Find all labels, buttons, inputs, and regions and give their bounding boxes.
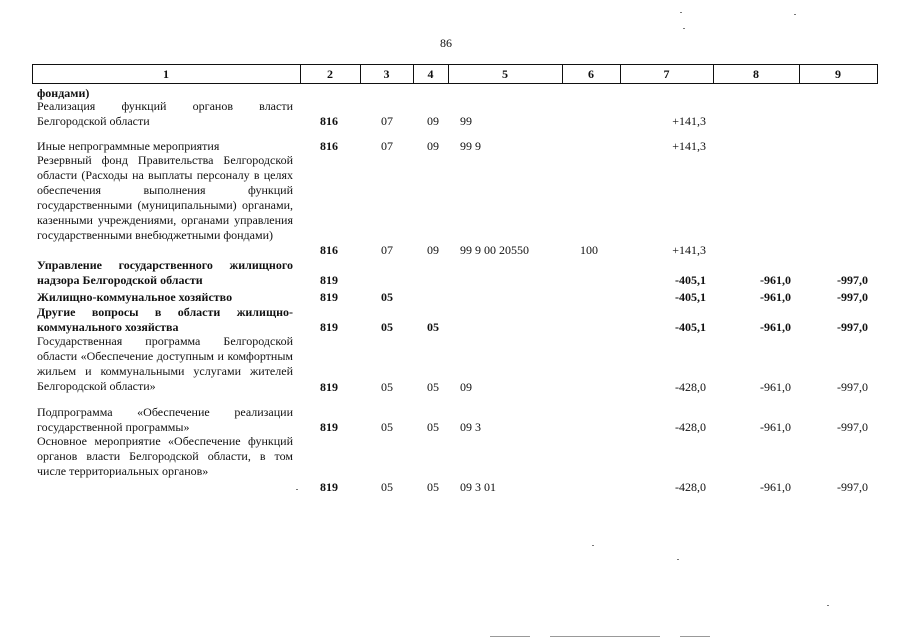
row-description: Управление государственного жилищного надзора Белгородской области (37, 258, 293, 287)
row-description: Иные непрограммные мероприятия (37, 139, 220, 153)
cell-col-3: 05 (381, 320, 393, 334)
header-col-1: 1 (163, 67, 169, 81)
row-description: Реализация функций органов власти Белгородской области (37, 99, 293, 128)
scan-speck (683, 28, 685, 29)
cell-col-2: 819 (320, 420, 338, 434)
page-number: 86 (440, 36, 452, 50)
row-description: Подпрограмма «Обеспечение реализации государственной программы» (37, 405, 293, 434)
table-header (32, 64, 877, 84)
row-description: Резервный фонд Правительства Белгородской области (Расходы на выплаты персоналу в целях обеспечения выполнения функций государственными (муниципальными) органами, казенными учреждениями, органами управления государственными внебюджетными фондами) (37, 153, 293, 242)
header-col-4: 4 (427, 67, 434, 81)
cell-col-4: 05 (427, 380, 439, 394)
footer-mark (680, 636, 710, 637)
cell-col-7: -405,1 (675, 320, 706, 334)
cell-col-6: 100 (580, 243, 598, 257)
row-description: Другие вопросы в области жилищно-коммунального хозяйства (37, 305, 293, 334)
header-col-5: 5 (502, 67, 508, 81)
cell-col-2: 819 (320, 273, 338, 287)
cell-col-9: -997,0 (837, 273, 868, 287)
cell-col-3: 07 (381, 114, 393, 128)
scan-speck (677, 559, 679, 560)
cell-col-8: -961,0 (760, 273, 791, 287)
header-col-9: 9 (835, 67, 841, 81)
cell-col-4: 09 (427, 243, 439, 257)
header-col-3: 3 (383, 67, 390, 81)
cell-col-2: 816 (320, 114, 338, 128)
cell-col-2: 819 (320, 290, 338, 304)
cell-col-2: 819 (320, 320, 338, 334)
cell-col-7: +141,3 (672, 243, 706, 257)
cell-col-7: +141,3 (672, 139, 706, 153)
cell-col-8: -961,0 (760, 480, 791, 494)
cell-col-2: 819 (320, 380, 338, 394)
cell-col-9: -997,0 (837, 290, 868, 304)
scan-speck (680, 12, 682, 13)
row-description: фондами) (37, 86, 90, 100)
row-description: Жилищно-коммунальное хозяйство (37, 290, 233, 304)
header-col-6: 6 (588, 67, 594, 81)
cell-col-4: 09 (427, 114, 439, 128)
cell-col-5: 99 9 00 20550 (460, 243, 529, 257)
cell-col-7: -405,1 (675, 290, 706, 304)
cell-col-7: -428,0 (675, 420, 706, 434)
cell-col-9: -997,0 (837, 420, 868, 434)
cell-col-2: 819 (320, 480, 338, 494)
footer-mark (550, 636, 660, 637)
header-col-2: 2 (327, 67, 333, 81)
cell-col-9: -997,0 (837, 380, 868, 394)
cell-col-8: -961,0 (760, 320, 791, 334)
cell-col-4: 05 (427, 420, 439, 434)
row-description: Государственная программа Белгородской области «Обеспечение доступным и комфортным жильем и коммунальными услугами жителей Белгородской области» (37, 334, 293, 393)
footer-mark (490, 636, 530, 637)
cell-col-7: +141,3 (672, 114, 706, 128)
scan-speck (592, 545, 594, 546)
cell-col-4: 05 (427, 480, 439, 494)
header-col-8: 8 (753, 67, 759, 81)
cell-col-3: 05 (381, 380, 393, 394)
cell-col-5: 99 9 (460, 139, 481, 153)
cell-col-4: 05 (427, 320, 439, 334)
scan-speck (794, 14, 796, 15)
cell-col-4: 09 (427, 139, 439, 153)
cell-col-7: -405,1 (675, 273, 706, 287)
cell-col-7: -428,0 (675, 380, 706, 394)
cell-col-5: 09 3 (460, 420, 481, 434)
column-divider (877, 64, 878, 84)
row-description: Основное мероприятие «Обеспечение функций органов власти Белгородской области, в том числе территориальных органов» (37, 434, 293, 478)
cell-col-3: 07 (381, 139, 393, 153)
cell-col-7: -428,0 (675, 480, 706, 494)
cell-col-9: -997,0 (837, 480, 868, 494)
cell-col-8: -961,0 (760, 420, 791, 434)
cell-col-8: -961,0 (760, 290, 791, 304)
cell-col-3: 07 (381, 243, 393, 257)
cell-col-9: -997,0 (837, 320, 868, 334)
cell-col-8: -961,0 (760, 380, 791, 394)
cell-col-2: 816 (320, 139, 338, 153)
cell-col-3: 05 (381, 290, 393, 304)
cell-col-3: 05 (381, 480, 393, 494)
scan-speck (296, 489, 298, 490)
header-col-7: 7 (663, 67, 670, 81)
cell-col-3: 05 (381, 420, 393, 434)
cell-col-5: 99 (460, 114, 472, 128)
cell-col-5: 09 (460, 380, 472, 394)
cell-col-2: 816 (320, 243, 338, 257)
cell-col-5: 09 3 01 (460, 480, 496, 494)
scan-speck (827, 605, 829, 606)
